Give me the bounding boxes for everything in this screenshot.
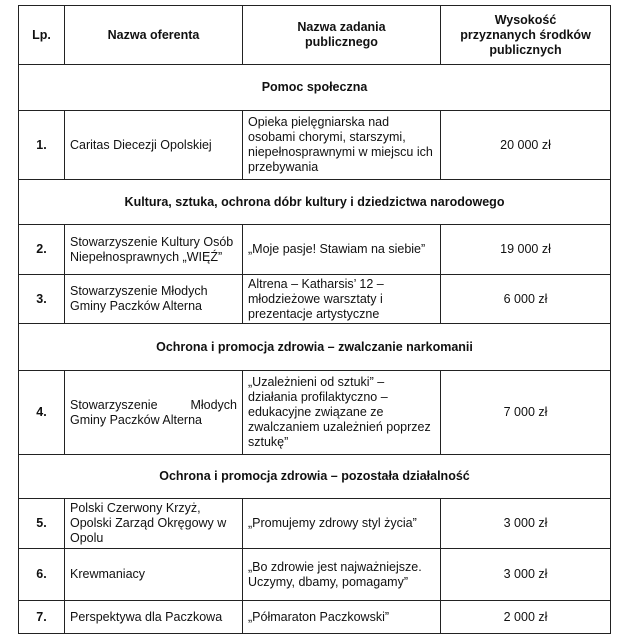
cell-oferent: Krewmaniacy xyxy=(65,549,243,601)
cell-zadanie: „Moje pasje! Stawiam na siebie” xyxy=(243,225,441,275)
section-title: Ochrona i promocja zdrowia – zwalczanie narkomanii xyxy=(19,324,611,371)
cell-lp: 3. xyxy=(19,275,65,324)
cell-kwota: 2 000 zł xyxy=(441,601,611,634)
cell-zadanie: Altrena – Katharsis’ 12 – młodzieżowe warsztaty i prezentacje artystyczne xyxy=(243,275,441,324)
cell-kwota: 3 000 zł xyxy=(441,499,611,549)
cell-zadanie: „Bo zdrowie jest najważniejsze. Uczymy, dbamy, pomagamy” xyxy=(243,549,441,601)
cell-kwota: 19 000 zł xyxy=(441,225,611,275)
section-row xyxy=(19,65,611,111)
cell-oferent: Stowarzyszenie Kultury Osób Niepełnosprawnych „WIĘŹ” xyxy=(65,225,243,275)
section-row xyxy=(19,324,611,371)
table-row xyxy=(19,275,611,324)
cell-zadanie: „Uzależnieni od sztuki” – działania profilaktyczno – edukacyjne związane ze zwalczaniem uzależnień poprzez sztukę” xyxy=(243,371,441,455)
cell-lp: 4. xyxy=(19,371,65,455)
cell-zadanie: „Półmaraton Paczkowski” xyxy=(243,601,441,634)
cell-kwota: 20 000 zł xyxy=(441,111,611,180)
table-row xyxy=(19,225,611,275)
table-row xyxy=(19,549,611,601)
table-row xyxy=(19,371,611,455)
cell-lp: 7. xyxy=(19,601,65,634)
cell-lp: 5. xyxy=(19,499,65,549)
grants-table xyxy=(18,5,611,634)
cell-oferent: Stowarzyszenie Młodych Gminy Paczków Alterna xyxy=(65,371,243,455)
cell-oferent: Caritas Diecezji Opolskiej xyxy=(65,111,243,180)
cell-kwota: 7 000 zł xyxy=(441,371,611,455)
header-kwota: Wysokość przyznanych środków publicznych xyxy=(441,6,611,65)
cell-lp: 1. xyxy=(19,111,65,180)
cell-lp: 2. xyxy=(19,225,65,275)
cell-kwota: 3 000 zł xyxy=(441,549,611,601)
header-lp: Lp. xyxy=(19,6,65,65)
section-row xyxy=(19,455,611,499)
cell-oferent: Stowarzyszenie Młodych Gminy Paczków Alterna xyxy=(65,275,243,324)
section-title: Kultura, sztuka, ochrona dóbr kultury i dziedzictwa narodowego xyxy=(19,180,611,225)
cell-zadanie: Opieka pielęgniarska nad osobami chorymi, starszymi, niepełnosprawnymi w miejscu ich przebywania xyxy=(243,111,441,180)
section-title: Ochrona i promocja zdrowia – pozostała działalność xyxy=(19,455,611,499)
table-row xyxy=(19,499,611,549)
header-oferent: Nazwa oferenta xyxy=(65,6,243,65)
cell-lp: 6. xyxy=(19,549,65,601)
cell-oferent: Perspektywa dla Paczkowa xyxy=(65,601,243,634)
section-row xyxy=(19,180,611,225)
table-row xyxy=(19,601,611,634)
section-title: Pomoc społeczna xyxy=(19,65,611,111)
header-zadanie: Nazwa zadania publicznego xyxy=(243,6,441,65)
cell-zadanie: „Promujemy zdrowy styl życia” xyxy=(243,499,441,549)
table-header-row xyxy=(19,6,611,65)
cell-kwota: 6 000 zł xyxy=(441,275,611,324)
table-row xyxy=(19,111,611,180)
cell-oferent: Polski Czerwony Krzyż, Opolski Zarząd Okręgowy w Opolu xyxy=(65,499,243,549)
